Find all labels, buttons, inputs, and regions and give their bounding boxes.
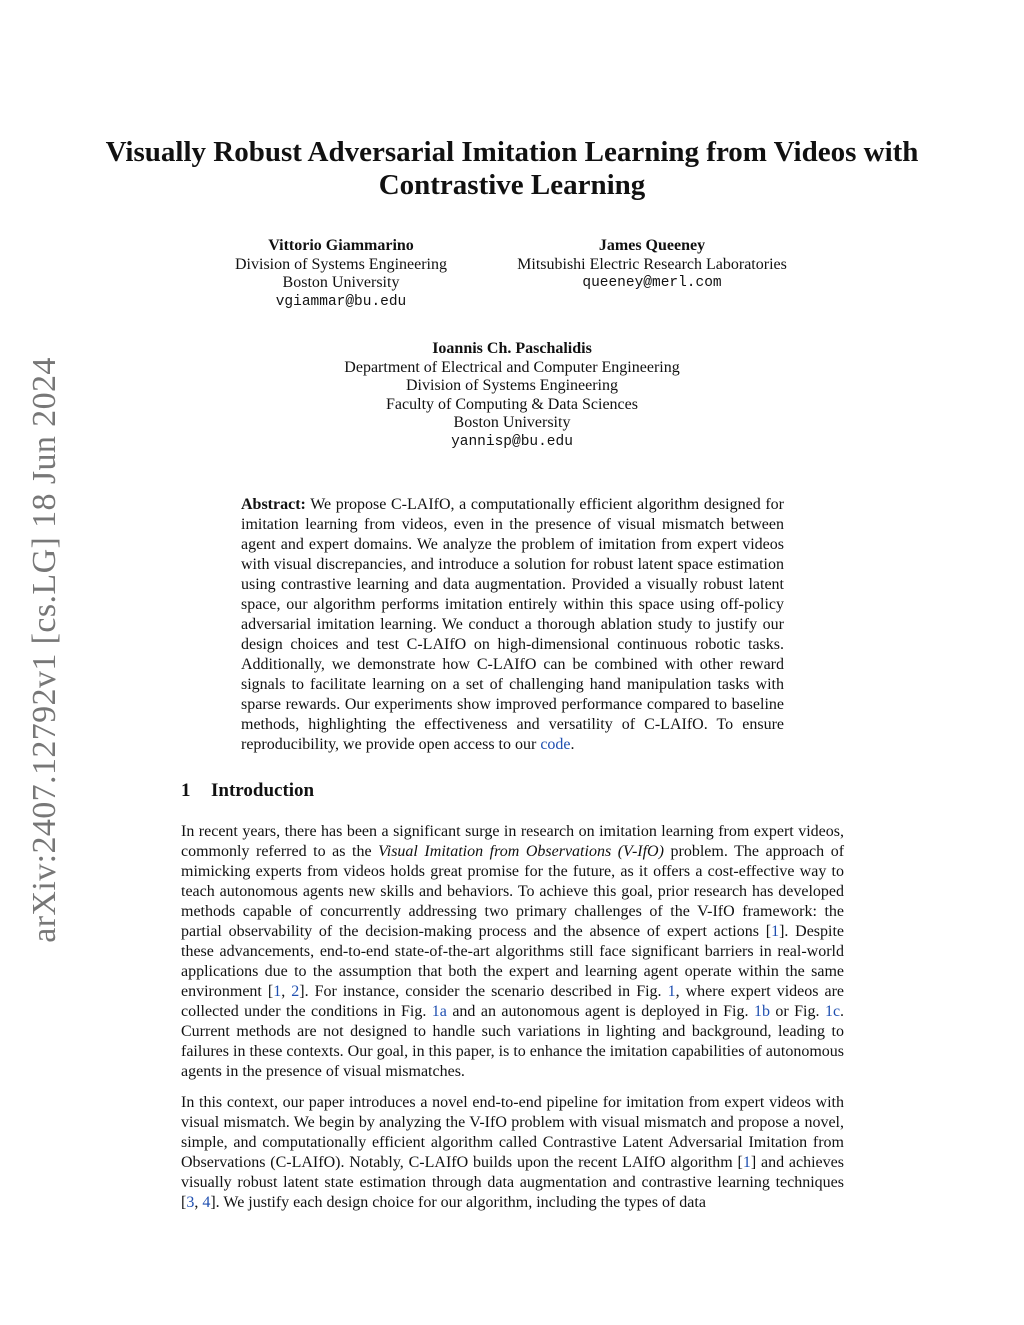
- author-affiliation: Mitsubishi Electric Research Laboratories: [517, 255, 787, 273]
- section-number: 1: [181, 780, 191, 801]
- figure-link[interactable]: 1c: [824, 1003, 841, 1020]
- author-email: vgiammar@bu.edu: [275, 293, 407, 310]
- abstract-end: .: [570, 736, 575, 753]
- intro-paragraph-1: [181, 822, 844, 1082]
- author-name: Ioannis Ch. Paschalidis: [432, 340, 592, 357]
- author-block: [211, 237, 471, 311]
- author-name: Vittorio Giammarino: [268, 237, 414, 254]
- term-v-ifo: Visual Imitation from Observations (V-IfO): [378, 843, 664, 860]
- text-run: or Fig.: [775, 1003, 820, 1020]
- section-heading: [181, 780, 314, 802]
- text-run: . Current methods are not designed to handle such variations in lighting and background, leading to failures in these contexts. Our goal, in this paper, is to enhance the imitation capabilities of autonomous agents in the presence of visual mismatches.: [181, 1003, 845, 1080]
- citation-link[interactable]: 1: [273, 983, 282, 1000]
- text-run: ] and achieves visually robust latent state estimation through data augmentation and contrastive learning techniques [: [181, 1154, 844, 1211]
- text-run: and an autonomous agent is deployed in Fig.: [452, 1003, 749, 1020]
- abstract-label: Abstract:: [241, 496, 306, 513]
- citation-link[interactable]: 2: [291, 983, 300, 1000]
- paper-title: Visually Robust Adversarial Imitation Learning from Videos with Contrastive Learning: [105, 136, 919, 201]
- figure-link[interactable]: 1: [667, 983, 676, 1000]
- abstract: [241, 495, 784, 755]
- author-name: James Queeney: [598, 237, 706, 254]
- text-run: ]. For instance, consider the scenario described in Fig.: [299, 983, 662, 1000]
- code-link[interactable]: code: [540, 736, 571, 753]
- author-email: queeney@merl.com: [582, 275, 722, 291]
- author-affiliation: Department of Electrical and Computer Engineering: [344, 358, 680, 376]
- text-run: ,: [281, 983, 292, 1000]
- citation-link[interactable]: 4: [202, 1194, 211, 1211]
- arxiv-identifier-text: arXiv:2407.12792v1 [cs.LG] 18 Jun 2024: [26, 357, 63, 943]
- author-affiliation: Division of Systems Engineering: [406, 377, 618, 394]
- citation-link[interactable]: 1: [771, 923, 780, 940]
- text-run: In recent years, there has been a significant surge in research on imitation learning from expert videos, commonly referred to as the: [181, 823, 844, 860]
- author-affiliation: Faculty of Computing & Data Sciences: [386, 395, 638, 413]
- author-block: [492, 237, 812, 293]
- text-run: ,: [194, 1194, 203, 1211]
- section-title: Introduction: [211, 780, 315, 801]
- citation-link[interactable]: 3: [186, 1194, 195, 1211]
- text-run: ]. We justify each design choice for our algorithm, including the types of data: [210, 1194, 706, 1211]
- text-run: problem. The approach of mimicking experts from videos holds great promise for the future, as it offers a cost-effective way to teach autonomous agents new skills and behaviors. To achieve this goal, prior research has developed methods capable of concurrently addressing two primary challenges of the V-IfO framework: the partial observability of the decision-making process and the absence of expert actions [: [181, 843, 845, 940]
- figure-link[interactable]: 1a: [431, 1003, 447, 1020]
- author-email: yannisp@bu.edu: [451, 433, 573, 450]
- author-block: [312, 340, 712, 451]
- text-run: In this context, our paper introduces a novel end-to-end pipeline for imitation from expert videos with visual mismatch. We begin by analyzing the V-IfO problem with visual mismatch and propose a novel, simple, and computationally efficient algorithm called Contrastive Latent Adversarial Imitation from Observations (C-LAIfO). Notably, C-LAIfO builds upon the recent LAIfO algorithm [: [181, 1094, 844, 1171]
- abstract-text: We propose C-LAIfO, a computationally efficient algorithm designed for imitation learning from videos, even in the presence of visual mismatch between agent and expert domains. We analyze the problem of imitation from expert videos with visual discrepancies, and introduce a solution for robust latent space estimation using contrastive learning and data augmentation. Provided a visually robust latent space, our algorithm performs imitation entirely within this space using off-policy adversarial imitation learning. We conduct a thorough ablation study to justify our design choices and test C-LAIfO on high-dimensional continuous robotic tasks. Additionally, we demonstrate how C-LAIfO can be combined with other reward signals to facilitate learning on a set of challenging hand manipulation tasks with sparse rewards. Our experiments show improved performance compared to baseline methods, highlighting the effectiveness and versatility of C-LAIfO. To ensure reproducibility, we provide open access to our: [241, 496, 784, 753]
- citation-link[interactable]: 1: [742, 1154, 751, 1171]
- author-affiliation: Boston University: [453, 414, 571, 431]
- intro-paragraph-2: [181, 1093, 844, 1213]
- figure-link[interactable]: 1b: [753, 1003, 770, 1020]
- arxiv-identifier: [24, 355, 66, 945]
- author-affiliation: Division of Systems Engineering: [235, 255, 447, 273]
- text-run: ]. Despite these advancements, end-to-end state-of-the-art algorithms still face significant barriers in real-world applications due to the assumption that both the expert and learning agent operate within the same environment [: [181, 923, 845, 1000]
- text-run: , where expert videos are collected under the conditions in Fig.: [181, 983, 845, 1020]
- author-affiliation: Boston University: [282, 274, 400, 291]
